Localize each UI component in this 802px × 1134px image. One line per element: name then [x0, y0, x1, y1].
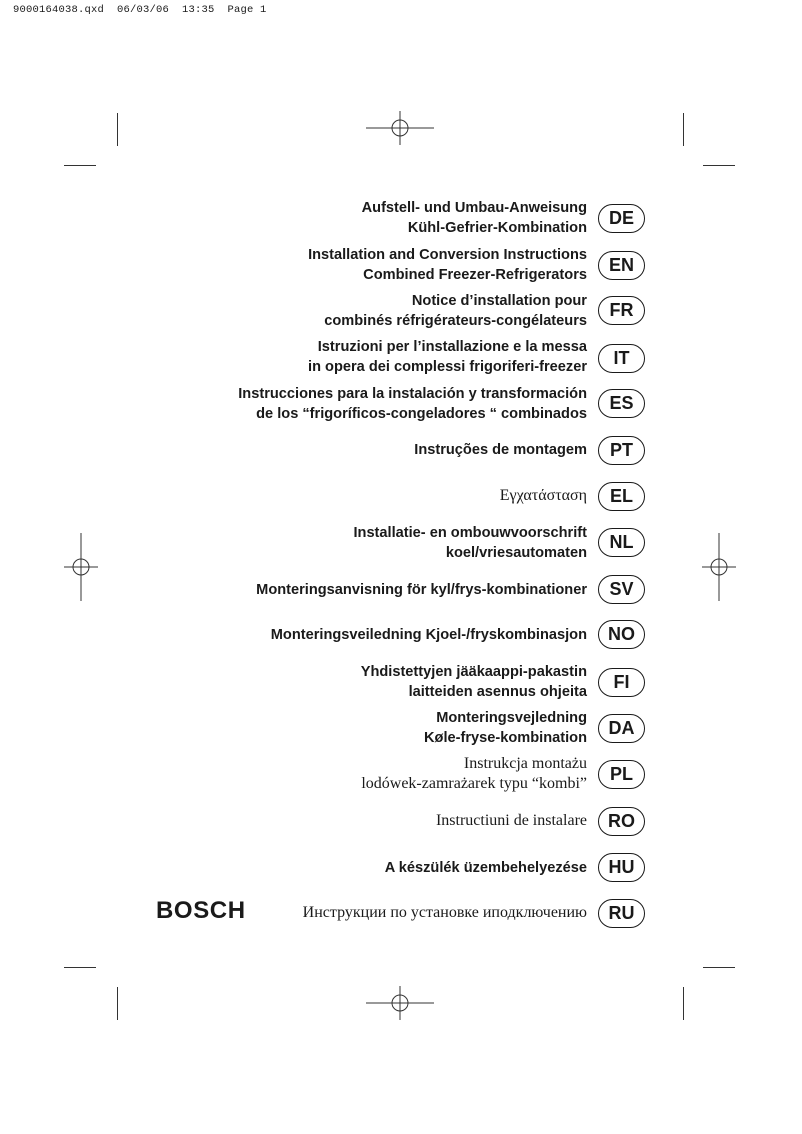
crop-mark: [703, 165, 735, 166]
language-badge: FI: [598, 668, 645, 697]
language-badge: EN: [598, 251, 645, 280]
crop-mark: [683, 113, 684, 146]
language-row-el: [150, 482, 645, 512]
crop-mark: [117, 987, 118, 1020]
title-line: A készülék üzembehelyezése: [384, 860, 587, 876]
title-line: Køle-fryse-kombination: [424, 730, 587, 746]
language-row-it: [150, 337, 645, 377]
title-line: Notice d’installation pour: [411, 293, 587, 309]
language-row-da: [150, 708, 645, 748]
title-line: Instruções de montagem: [414, 442, 587, 458]
language-row-fr: [150, 291, 645, 331]
language-badge: DA: [598, 714, 645, 743]
crop-mark: [703, 967, 735, 968]
crop-mark: [64, 165, 96, 166]
crop-mark: [64, 967, 96, 968]
title-line: de los “frigoríficos-congeladores “ combinados: [256, 406, 587, 422]
title-line: Yhdistettyjen jääkaappi-pakastin: [360, 664, 587, 680]
title-line: Instrukcja montażu: [463, 755, 587, 772]
language-row-pl: [150, 754, 645, 794]
language-badge: NL: [598, 528, 645, 557]
title-line: in opera dei complessi frigoriferi-freezer: [308, 359, 587, 375]
language-badge: EL: [598, 482, 645, 511]
language-row-en: [150, 245, 645, 285]
language-badge: PT: [598, 436, 645, 465]
language-row-ro: [150, 807, 645, 837]
registration-mark-icon: [64, 533, 98, 601]
language-badge: SV: [598, 575, 645, 604]
language-row-es: [150, 384, 645, 424]
title-line: Εγχατάσταση: [499, 487, 587, 504]
registration-mark-icon: [366, 986, 434, 1020]
language-row-no: [150, 620, 645, 650]
registration-mark-icon: [702, 533, 736, 601]
title-line: koel/vriesautomaten: [445, 545, 587, 561]
language-badge: DE: [598, 204, 645, 233]
title-line: Monteringsveiledning Kjoel-/fryskombinasjon: [270, 627, 587, 643]
language-row-de: [150, 198, 645, 238]
language-row-nl: [150, 523, 645, 563]
title-line: Monteringsanvisning för kyl/frys-kombinationer: [256, 582, 587, 598]
title-line: Инструкции по установке иподключению: [302, 904, 587, 921]
language-badge: ES: [598, 389, 645, 418]
title-line: Installation and Conversion Instructions: [308, 247, 587, 263]
title-line: Combined Freezer-Refrigerators: [363, 267, 587, 283]
language-badge: RU: [598, 899, 645, 928]
title-line: Instructiuni de instalare: [435, 812, 587, 829]
title-line: laitteiden asennus ohjeita: [408, 684, 587, 700]
language-row-sv: [150, 575, 645, 605]
language-row-hu: [150, 853, 645, 883]
language-badge: HU: [598, 853, 645, 882]
registration-mark-icon: [366, 111, 434, 145]
language-row-pt: [150, 436, 645, 466]
language-badge: FR: [598, 296, 645, 325]
language-badge: RO: [598, 807, 645, 836]
bosch-logo: BOSCH: [156, 897, 246, 924]
language-badge: IT: [598, 344, 645, 373]
crop-mark: [683, 987, 684, 1020]
title-line: Kühl-Gefrier-Kombination: [407, 220, 587, 236]
crop-mark: [117, 113, 118, 146]
title-line: Installatie- en ombouwvoorschrift: [353, 525, 587, 541]
title-line: combinés réfrigérateurs-congélateurs: [324, 313, 587, 329]
title-line: lodówek-zamrażarek typu “kombi”: [361, 775, 587, 792]
language-badge: NO: [598, 620, 645, 649]
title-line: Istruzioni per l’installazione e la messa: [317, 339, 587, 355]
title-line: Monteringsvejledning: [436, 710, 587, 726]
title-line: Aufstell- und Umbau-Anweisung: [361, 200, 587, 216]
language-row-fi: [150, 662, 645, 702]
print-header: 9000164038.qxd 06/03/06 13:35 Page 1: [13, 4, 267, 16]
title-line: Instrucciones para la instalación y transformación: [238, 386, 587, 402]
language-badge: PL: [598, 760, 645, 789]
